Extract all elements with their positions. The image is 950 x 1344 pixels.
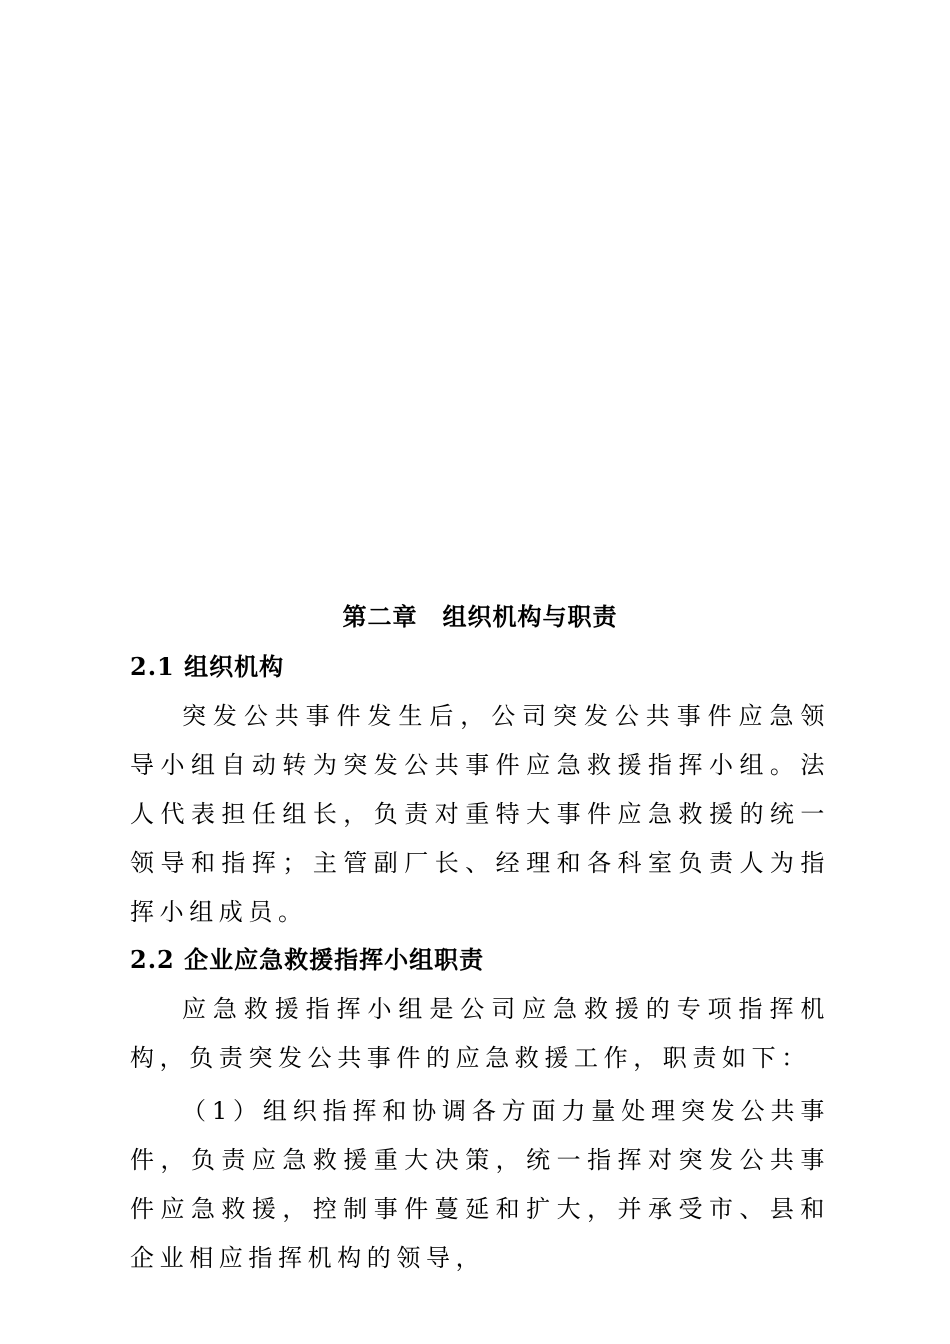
chapter-title: 第二章 组织机构与职责 xyxy=(342,602,618,631)
paragraph-duty-item-1: （1）组织指挥和协调各方面力量处理突发公共事件，负责应急救援重大决策，统一指挥对突发公共事件应急救援，控制事件蔓延和扩大，并承受市、县和企业相应指挥机构的领导， xyxy=(130,1097,830,1272)
section-heading-2-1: 2.1 组织机构 xyxy=(130,652,285,681)
page-content xyxy=(130,598,830,1287)
paragraph-organization: 突发公共事件发生后，公司突发公共事件应急领导小组自动转为突发公共事件应急救援指挥小组。法人代表担任组长，负责对重特大事件应急救援的统一领导和指挥；主管副厂长、经理和各科室负责人为指挥小组成员。 xyxy=(130,702,830,926)
section-heading-2-2: 2.2 企业应急救援指挥小组职责 xyxy=(130,945,485,974)
paragraph-command-group-intro: 应急救援指挥小组是公司应急救援的专项指挥机构，负责突发公共事件的应急救援工作，职责如下： xyxy=(130,995,830,1072)
